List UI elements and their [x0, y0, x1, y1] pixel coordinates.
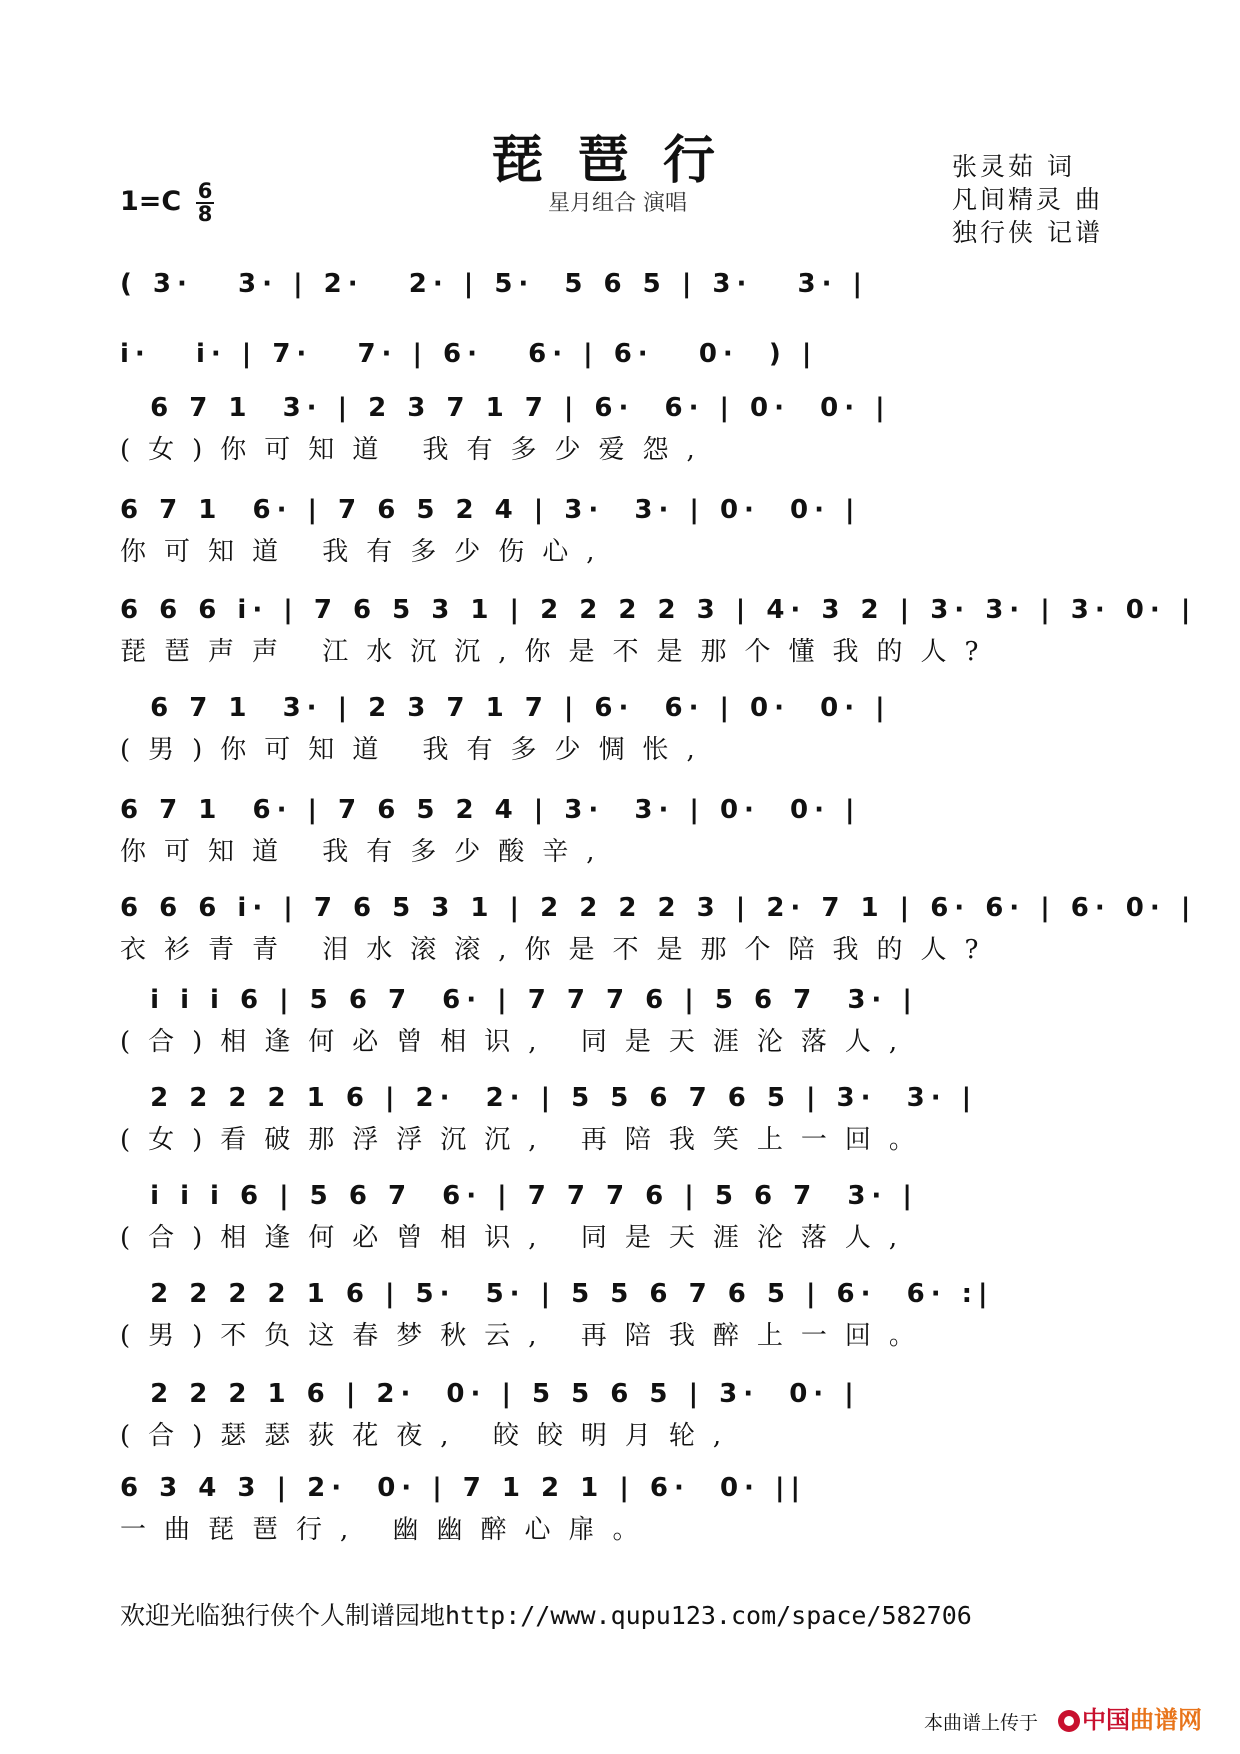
notation-line: i i i 6 | 5 6 7 6· | 7 7 7 6 | 5 6 7 3· | [120, 985, 918, 1015]
lyrics-line: 一曲琵琶行, 幽幽醉心扉。 [120, 1515, 657, 1545]
lyrics-line: (合)相逢何必曾相识, 同是天涯沦落人, [120, 1027, 916, 1057]
time-signature [196, 179, 214, 226]
composer-credit: 凡间精灵 曲 [952, 185, 1103, 214]
notation-line: 6 7 1 3· | 2 3 7 1 7 | 6· 6· | 0· 0· | [120, 693, 891, 723]
notation-line: 2 2 2 2 1 6 | 5· 5· | 5 5 6 7 6 5 | 6· 6· :| [120, 1279, 994, 1309]
time-denominator: 8 [197, 202, 213, 226]
notation-line: ( 3· 3· | 2· 2· | 5· 5 6 5 | 3· 3· | [120, 269, 869, 299]
notation-line: 6 7 1 6· | 7 6 5 2 4 | 3· 3· | 0· 0· | [120, 795, 861, 825]
upload-credit: 本曲谱上传于 [924, 1712, 1039, 1734]
notation-line: 6 3 4 3 | 2· 0· | 7 1 2 1 | 6· 0· || [120, 1473, 806, 1503]
lyrics-line: 你可知道 我有多少伤心, [120, 537, 613, 567]
lyrics-line: (男)不负这春梦秋云, 再陪我醉上一回。 [120, 1321, 933, 1351]
site-logo [1058, 1700, 1202, 1735]
lyrics-line: (女)你可知道 我有多少爱怨, [120, 435, 713, 465]
key-signature: 1=C [120, 186, 182, 217]
notation-line: 2 2 2 1 6 | 2· 0· | 5 5 6 5 | 3· 0· | [120, 1379, 860, 1409]
notation-line: 6 7 1 6· | 7 6 5 2 4 | 3· 3· | 0· 0· | [120, 495, 861, 525]
logo-icon [1058, 1710, 1080, 1732]
logo-text-part2: 曲谱网 [1130, 1706, 1202, 1734]
notation-line: i i i 6 | 5 6 7 6· | 7 7 7 6 | 5 6 7 3· | [120, 1181, 918, 1211]
lyrics-line: (女)看破那浮浮沉沉, 再陪我笑上一回。 [120, 1125, 933, 1155]
lyrics-line: 衣衫青青 泪水滚滚,你是不是那个陪我的人? [120, 935, 997, 965]
credits-block [952, 150, 1103, 249]
lyrics-line: (男)你可知道 我有多少惆怅, [120, 735, 713, 765]
notation-line: 6 6 6 i· | 7 6 5 3 1 | 2 2 2 2 3 | 4· 3 2 | 3· 3· | 3· 0· | [120, 595, 1197, 625]
notation-line: 6 6 6 i· | 7 6 5 3 1 | 2 2 2 2 3 | 2· 7 1 | 6· 6· | 6· 0· | [120, 893, 1197, 923]
logo-text-part1: 中国 [1082, 1706, 1130, 1734]
notation-line: 6 7 1 3· | 2 3 7 1 7 | 6· 6· | 0· 0· | [120, 393, 891, 423]
lyrics-line: (合)瑟瑟荻花夜, 皎皎明月轮, [120, 1421, 740, 1451]
singer-credit: 星月组合 演唱 [548, 191, 687, 216]
lyricist-credit: 张灵茹 词 [952, 152, 1075, 181]
notation-line: 2 2 2 2 1 6 | 2· 2· | 5 5 6 7 6 5 | 3· 3· | [120, 1083, 978, 1113]
lyrics-line: (合)相逢何必曾相识, 同是天涯沦落人, [120, 1223, 916, 1253]
lyrics-line: 你可知道 我有多少酸辛, [120, 837, 613, 867]
lyrics-line: 琵琶声声 江水沉沉,你是不是那个懂我的人? [120, 637, 997, 667]
transcriber-credit: 独行侠 记谱 [952, 218, 1103, 247]
score-title: 琵琶行 [490, 130, 749, 191]
notation-line: i· i· | 7· 7· | 6· 6· | 6· 0· ) | [120, 339, 818, 369]
time-numerator: 6 [197, 179, 213, 203]
footer-url-text: 欢迎光临独行侠个人制谱园地http://www.qupu123.com/space/582706 [120, 1601, 972, 1630]
